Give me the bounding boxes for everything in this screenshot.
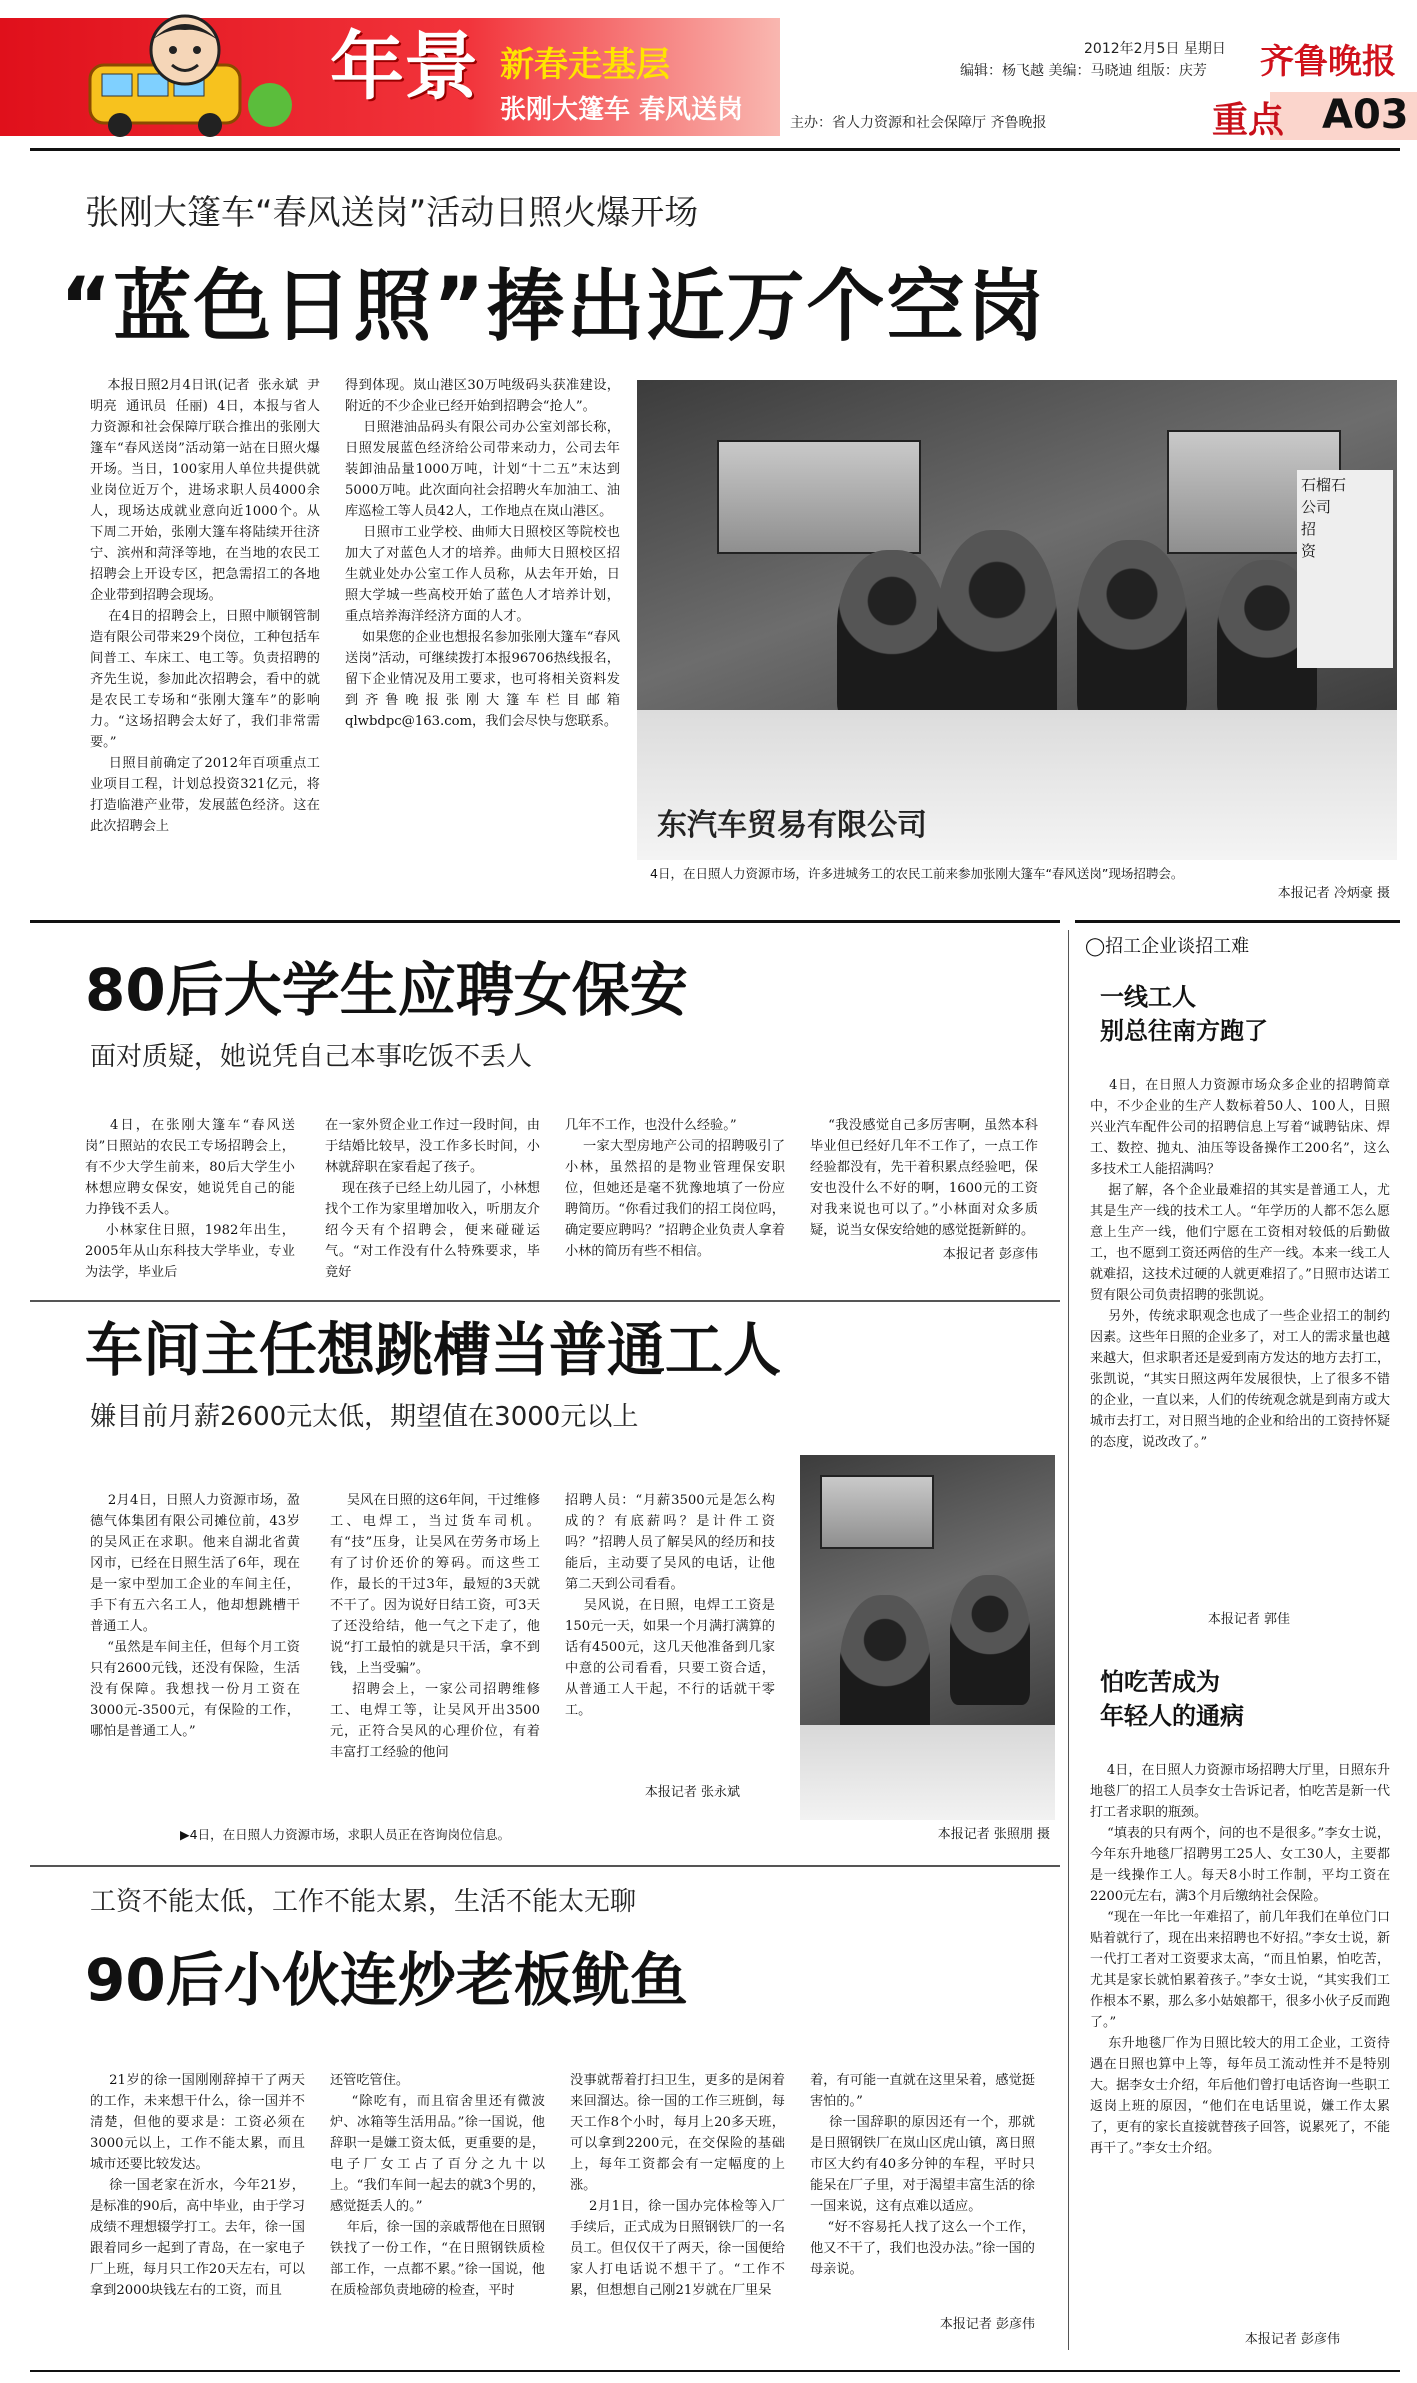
story2-column-4: “我没感觉自己多厉害啊，虽然本科毕业但已经好几年不工作了，一点工作经验都没有，先干着积累点经验吧，保安也没什么不好的啊，1600元的工资对我来说也可以了。”小林面对众多质疑，说当女保安给她的感觉挺新鲜的。 <box>810 1118 1038 1238</box>
divider <box>30 920 1060 923</box>
paper-logo: 齐鲁晚报 <box>1260 42 1396 82</box>
photo-counter <box>800 1725 1055 1820</box>
story4-subheadline: 工资不能太低，工作不能太累，生活不能太无聊 <box>90 1887 637 1917</box>
story3-headline: 车间主任想跳槽当普通工人 <box>85 1316 782 1384</box>
story3-photo <box>800 1455 1055 1820</box>
story2-column-1: 4日，在张刚大篷车“春风送岗”日照站的农民工专场招聘会上，有不少大学生前来，80后大学生小林想应聘女保安，她说凭自己的能力挣钱不丢人。 小林家住日照，1982年出生，2005年从山东科技大学毕业，专业为法学，毕业后 <box>85 1118 295 1280</box>
sidebar-title-2: 怕吃苦成为 年轻人的通病 <box>1100 1668 1244 1730</box>
story2-credit: 本报记者 彭彦伟 <box>942 1247 1038 1262</box>
divider <box>1075 920 1400 923</box>
photo-person <box>837 550 947 720</box>
header-divider <box>30 148 1400 151</box>
story4-column-3: 没事就帮着打扫卫生，更多的是闲着来回溜达。徐一国的工作三班倒，每天工作8个小时，每月上20多天班，可以拿到2200元，在交保险的基础上，每年工资都会有一定幅度的上涨。 2月1日，徐一国办完体检等入厂手续后，正式成为日照钢铁厂的一名员工。但仅仅干了两天，徐一国便给家人打电话说不想干了。“工作不累，但想想自己刚21岁就在厂里呆 <box>570 2073 785 2298</box>
page-header <box>0 0 1417 150</box>
story3-photo-credit: 本报记者 张照朋 摄 <box>937 1827 1050 1842</box>
lead-column-1: 本报日照2月4日讯(记者 张永斌 尹明亮 通讯员 任丽) 4日，本报与省人力资源和社会保障厅联合推出的张刚大篷车“春风送岗”活动第一站在日照火爆开场。当日，100家用人单位共提供就业岗位近万个，进场求职人员4000余人，现场达成就业意向近1000个。从下周二开始，张刚大篷车将陆续开往济宁、滨州和菏泽等地，在当地的农民工招聘会上开设专区，把急需招工的各地企业带到招聘会现场。 在4日的招聘会上，日照中顺钢管制造有限公司带来29个岗位，工种包括车间普工、车床工、电工等。负责招聘的齐先生说，参加此次招聘会，看中的就是农民工专场和“张刚大篷车”的影响力。“这场招聘会太好了，我们非常需要。” 日照目前确定了2012年百项重点工业项目工程，计划总投资321亿元，将打造临港产业带，发展蓝色经济。这在此次招聘会上 <box>90 378 320 834</box>
lead-photo-credit: 本报记者 冷炳豪 摄 <box>1277 886 1390 901</box>
story4-column-4: 着，有可能一直就在这里呆着，感觉挺害怕的。” 徐一国辞职的原因还有一个，那就是日照钢铁厂在岚山区虎山镇，离日照市区大约有40多分钟的车程，平时只能呆在厂子里，对于渴望丰富生活的徐一国来说，这有点难以适应。 “好不容易托人找了这么一个工作，他又不干了，我们也没办法。”徐一国的母亲说。 <box>810 2073 1035 2277</box>
story2-subheadline: 面对质疑，她说凭自己本事吃饭不丢人 <box>90 1042 533 1072</box>
column-brand: 年景 <box>330 24 478 110</box>
lead-headline: “蓝色日照”捧出近万个空岗 <box>60 262 1047 352</box>
footer-rule <box>30 2370 1400 2372</box>
story3-column-3: 招聘人员：“月薪3500元是怎么构成的？有底薪吗？是计件工资吗？”招聘人员了解吴风的经历和技能后，主动要了吴风的电话，让他第二天到公司看看。 吴风说，在日照，电焊工工资是150元一天，如果一个月满打满算的话有4500元，这几天他准备到几家中意的公司看看，只要工资合适，从普通工人干起，不行的话就干零工。 <box>565 1493 775 1718</box>
page-number: A03 <box>1322 92 1409 138</box>
story2-headline: 80后大学生应聘女保安 <box>85 956 688 1024</box>
sidebar-divider <box>1068 930 1069 2350</box>
header-sponsor: 主办：省人力资源和社会保障厅 齐鲁晚报 <box>790 115 1047 131</box>
story3-subheadline: 嫌目前月薪2600元太低，期望值在3000元以上 <box>90 1402 639 1432</box>
story4-credit: 本报记者 彭彦伟 <box>939 2317 1035 2332</box>
lead-photo-caption: 4日，在日照人力资源市场，许多进城务工的农民工前来参加张刚大篷车“春风送岗”现场招聘会。 <box>650 866 1184 881</box>
divider <box>30 1300 1060 1302</box>
story3-credit: 本报记者 张永斌 <box>644 1785 740 1800</box>
header-date: 2012年2月5日 星期日 <box>1084 41 1226 57</box>
lead-photo <box>637 380 1397 860</box>
caricature-bus-icon <box>80 10 310 140</box>
story2-column-3: 几年不工作，也没什么经验。” 一家大型房地产公司的招聘吸引了小林，虽然招的是物业管理保安职位，但她还是毫不犹豫地填了一份应聘简历。“你看过我们的招工岗位吗，确定要应聘吗？”招聘企业负责人拿着小林的简历有些不相信。 <box>565 1118 786 1259</box>
sidebar-tag: ◯招工企业谈招工难 <box>1085 936 1250 957</box>
photo-person <box>950 1575 1030 1705</box>
photo-screen <box>820 1475 934 1549</box>
section-label: 重点 <box>1212 100 1285 141</box>
story2-column-2: 在一家外贸企业工作过一段时间，由于结婚比较早，没工作多长时间，小林就辞职在家看起了孩子。 现在孩子已经上幼儿园了，小林想找个工作为家里增加收入，听朋友介绍今天有个招聘会，便来碰碰运气。“对工作没有什么特殊要求，毕竟好 <box>325 1118 540 1280</box>
photo-person <box>937 530 1057 730</box>
header-subkicker: 张刚大篷车 春风送岗 <box>500 95 744 125</box>
sidebar-text-2: 4日，在日照人力资源市场招聘大厅里，日照东升地毯厂的招工人员李女士告诉记者，怕吃苦是新一代打工者求职的瓶颈。 “填表的只有两个，问的也不是很多。”李女士说，今年东升地毯厂招聘男工25人、女工30人，主要都是一线操作工人。每天8小时工作制，平均工资在2200元左右，满3个月后缴纳社会保险。 “现在一年比一年难招了，前几年我们在单位门口贴着就行了，现在出来招聘也不好招。”李女士说，新一代打工者对工资要求太高，“而且怕累，怕吃苦，尤其是家长就怕累着孩子。”李女士说，“其实我们工作根本不累，那么多小姑娘都干，很多小伙子反而跑了。” 东升地毯厂作为日照比较大的用工企业，工资待遇在日照也算中上等，每年员工流动性并不是特别大。据李女士介绍，年后他们曾打电话咨询一些职工返岗上班的原因，“他们在电话里说，嫌工作太累了，更有的家长直接就替孩子回答，说累死了，不能再干了。”李女士介绍。 <box>1090 1763 1391 2156</box>
sidebar-credit-1: 本报记者 郭佳 <box>1207 1612 1290 1627</box>
story4-headline: 90后小伙连炒老板鱿鱼 <box>85 1946 688 2014</box>
photo-screen <box>717 440 921 554</box>
photo-sign-board: 石榴石 公司 招 资 <box>1297 470 1393 668</box>
header-kicker: 新春走基层 <box>500 45 670 85</box>
sidebar-text-1: 4日，在日照人力资源市场众多企业的招聘简章中，不少企业的生产人数标着50人、100人，日照兴业汽车配件公司的招聘信息上写着“诚聘钻床、焊工、数控、抛丸、油压等设备操作工200名”，这么多技术工人能招满吗？ 据了解，各个企业最难招的其实是普通工人，尤其是生产一线的技术工人。“年学历的人都不怎么愿意上生产一线，他们宁愿在工资相对较低的后勤做工，也不愿到工资还两倍的生产一线。本来一线工人就难招，这技术过硬的人就更难招了。”日照市达诺工贸有限公司负责招聘的张凯说。 另外，传统求职观念也成了一些企业招工的制约因素。这些年日照的企业多了，对工人的需求量也越来越大，但求职者还是爱到南方发达的地方去打工，张凯说，“其实日照这两年发展很快，上了很多不错的企业，一直以来，人们的传统观念就是到南方或大城市去打工，对日照当地的企业和给出的工资持怀疑的态度，说改改了。” <box>1090 1078 1390 1450</box>
header-editors: 编辑：杨飞越 美编：马晓迪 组版：庆芳 <box>960 63 1207 79</box>
sidebar-title-1: 一线工人 别总往南方跑了 <box>1100 983 1268 1045</box>
story4-column-2: 还管吃管住。 “除吃有，而且宿舍里还有微波炉、冰箱等生活用品。”徐一国说，他辞职一是嫌工资太低，更重要的是，电子厂女工占了百分之九十以上。“我们车间一起去的就3个男的，感觉挺丢人的。” 年后，徐一国的亲戚帮他在日照钢铁找了一份工作，“在日照钢铁质检部工作，一点都不累。”徐一国说，他在质检部负责地磅的检查，平时 <box>330 2073 545 2298</box>
sidebar-credit-2: 本报记者 彭彦伟 <box>1244 2332 1340 2347</box>
divider <box>30 1865 1060 1867</box>
story3-column-2: 吴风在日照的这6年间，干过维修工、电焊工，当过货车司机。有“技”压身，让吴风在劳务市场上有了讨价还价的筹码。而这些工作，最长的干过3年，最短的3天就不干了。因为说好日结工资，可3天了还没给结，他一气之下走了，他说“打工最怕的就是只干活，拿不到钱，上当受骗”。 招聘会上，一家公司招聘维修工、电焊工等，让吴风开出3500元，正符合吴风的心理价位，有着丰富打工经验的他问 <box>330 1493 541 1760</box>
story3-column-1: 2月4日，日照人力资源市场，盈德气体集团有限公司摊位前，43岁的吴风正在求职。他来自湖北省黄冈市，已经在日照生活了6年，现在是一家中型加工企业的车间主任，手下有五六名工人，他却想跳槽干普通工人。 “虽然是车间主任，但每个月工资只有2600元钱，还没有保险，生活没有保障。我想找一份月工资在3000元-3500元，有保险的工作，哪怕是普通工人。” <box>90 1493 300 1739</box>
lead-column-2: 得到体现。岚山港区30万吨级码头获准建设，附近的不少企业已经开始到招聘会“抢人”。 日照港油品码头有限公司办公室刘部长称，日照发展蓝色经济给公司带来动力，公司去年装卸油品量1000万吨，计划“十二五”末达到5000万吨。此次面向社会招聘火车加油工、油库巡检工等人员42人，工作地点在岚山港区。 日照市工业学校、曲师大日照校区等院校也加大了对蓝色人才的培养。曲师大日照校区招生就业处办公室工作人员称，从去年开始，日照大学城一些高校开始了蓝色人才培养计划，重点培养海洋经济方面的人才。 如果您的企业也想报名参加张刚大篷车“春风送岗”活动，可继续拨打本报96706热线报名，留下企业情况及用工要求，也可将相关资料发到齐鲁晚报张刚大篷车栏目邮箱qlwbdpc@163.com，我们会尽快与您联系。 <box>345 378 620 729</box>
story4-column-1: 21岁的徐一国刚刚辞掉干了两天的工作，未来想干什么，徐一国并不清楚，但他的要求是：工资必须在3000元以上，工作不能太累，而且城市还要比较发达。 徐一国老家在沂水，今年21岁，是标准的90后，高中毕业，由于学习成绩不理想辍学打工。去年，徐一国跟着同乡一起到了青岛，在一家电子厂上班，每月只工作20天左右，可以拿到2000块钱左右的工资，而且 <box>90 2073 305 2298</box>
photo-person <box>840 1595 930 1745</box>
photo-sign-company: 东汽车贸易有限公司 <box>657 808 927 843</box>
lead-subheadline: 张刚大篷车“春风送岗”活动日照火爆开场 <box>85 193 699 233</box>
story3-photo-caption: ▶4日，在日照人力资源市场，求职人员正在咨询岗位信息。 <box>180 1827 511 1842</box>
photo-person <box>1077 540 1187 720</box>
